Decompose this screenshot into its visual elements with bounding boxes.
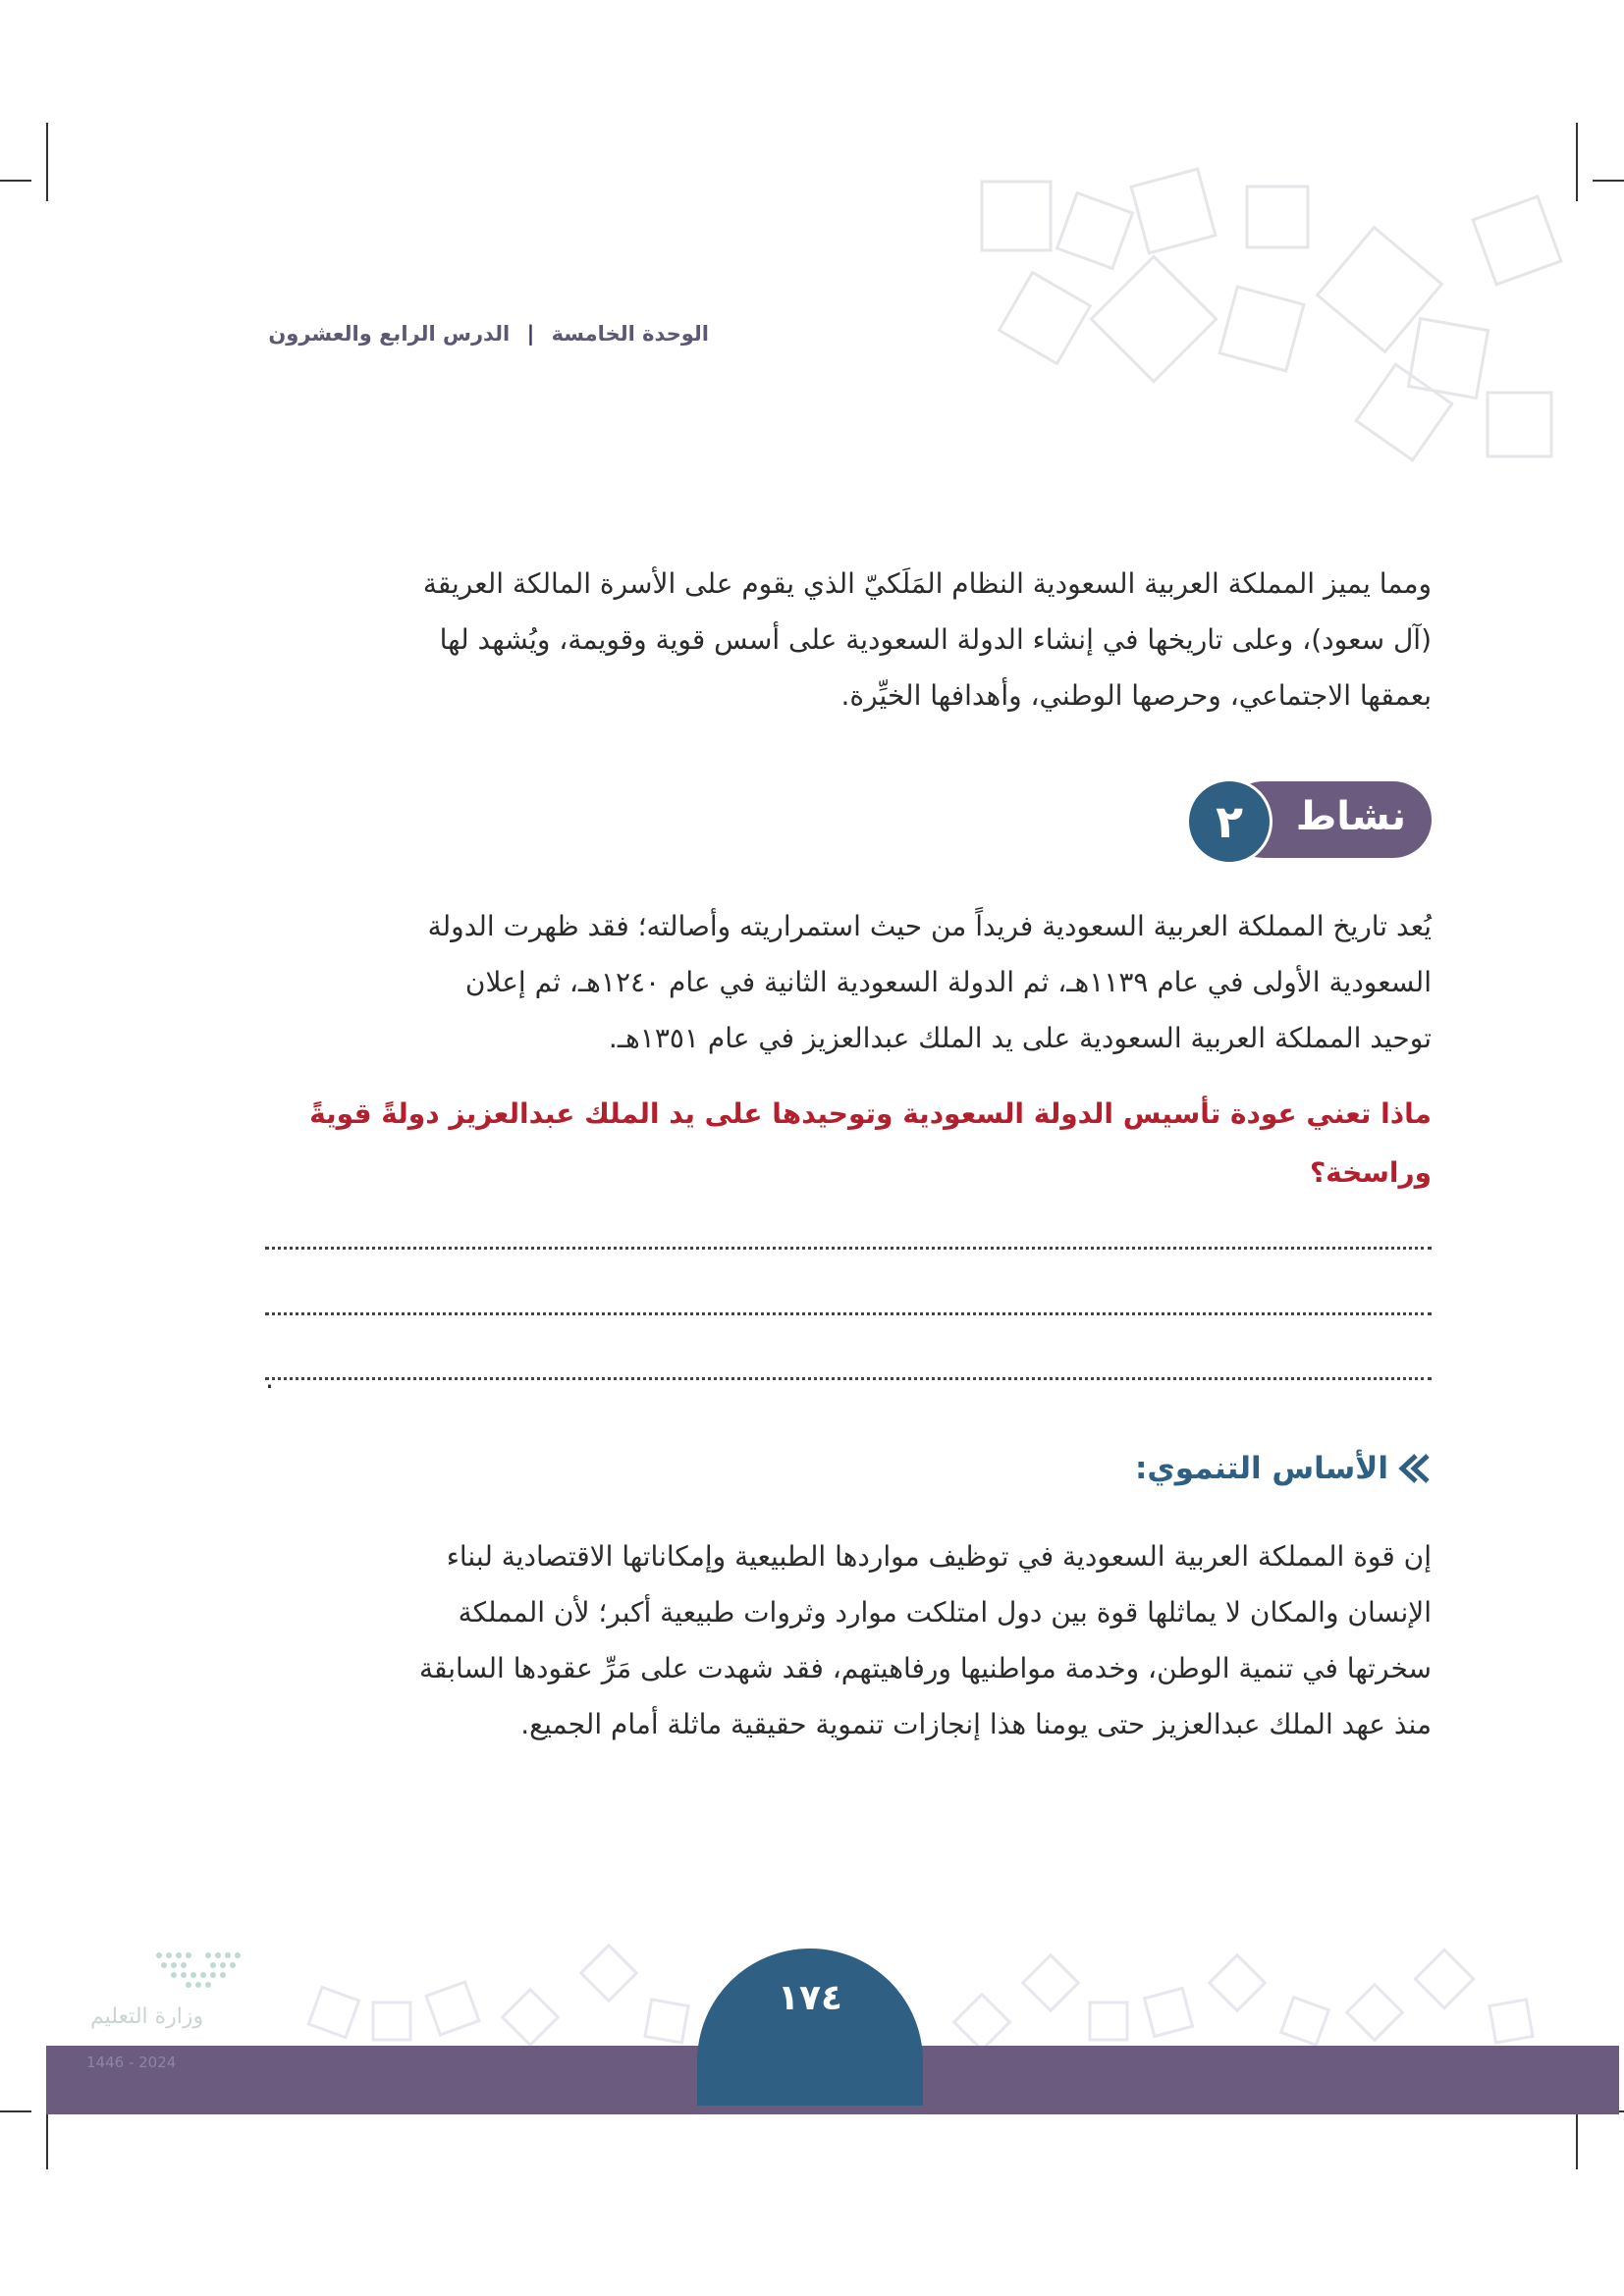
footer-year: 2024 - 1446 xyxy=(86,2054,177,2071)
activity-paragraph xyxy=(263,898,1432,1066)
answer-line-3[interactable] xyxy=(265,1377,1432,1380)
section-title: الأساس التنموي: xyxy=(1134,1451,1388,1486)
intro-line: بعمقها الاجتماعي، وحرصها الوطني، وأهدافها الخيِّرة. xyxy=(840,679,1432,712)
intro-paragraph xyxy=(263,556,1432,723)
activity-line: توحيد المملكة العربية السعودية على يد الملك عبدالعزيز في عام ١٣٥١هـ. xyxy=(608,1022,1432,1054)
ministry-name: وزارة التعليم xyxy=(90,2004,204,2029)
double-chevron-icon xyxy=(1398,1452,1432,1485)
section-line: منذ عهد الملك عبدالعزيز حتى يومنا هذا إنجازات تنموية حقيقية ماثلة أمام الجميع. xyxy=(520,1708,1432,1740)
activity-number: ٢ xyxy=(1186,778,1272,865)
question-line: وراسخة؟ xyxy=(1309,1156,1432,1189)
intro-line: (آل سعود)، وعلى تاريخها في إنشاء الدولة السعودية على أسس قوية وقويمة، ويُشهد لها xyxy=(439,623,1432,656)
intro-line: ومما يميز المملكة العربية السعودية النظام المَلَكيّ الذي يقوم على الأسرة المالكة العريقة xyxy=(422,567,1432,600)
unit-title: الوحدة الخامسة xyxy=(551,322,709,346)
activity-question xyxy=(263,1085,1432,1202)
section-line: إن قوة المملكة العربية السعودية في توظيف مواردها الطبيعية وإمكاناتها الاقتصادية لبناء xyxy=(446,1540,1432,1573)
section-paragraph xyxy=(263,1528,1432,1752)
activity-line: السعودية الأولى في عام ١١٣٩هـ، ثم الدولة السعودية الثانية في عام ١٢٤٠هـ، ثم إعلان xyxy=(464,966,1432,998)
header-separator: | xyxy=(526,322,535,346)
ministry-logo-icon xyxy=(90,1944,306,2002)
lesson-title: الدرس الرابع والعشرون xyxy=(268,322,511,346)
activity-line: يُعد تاريخ المملكة العربية السعودية فريداً من حيث استمراريته وأصالته؛ فقد ظهرت الدولة xyxy=(427,910,1432,942)
answer-line-1[interactable] xyxy=(265,1247,1432,1250)
ministry-logo xyxy=(90,1944,306,2061)
section-heading xyxy=(1135,1451,1432,1486)
section-line: سخرتها في تنمية الوطن، وخدمة مواطنيها ورفاهيتهم، فقد شهدت على مَرِّ عقودها السابقة xyxy=(419,1652,1432,1684)
page-number: ١٧٤ xyxy=(778,1978,842,2018)
activity-label: نشاط xyxy=(1295,794,1406,839)
question-line: ماذا تعني عودة تأسيس الدولة السعودية وتوحيدها على يد الملك عبدالعزيز دولةً قويةً xyxy=(309,1097,1432,1130)
answer-line-2[interactable] xyxy=(265,1312,1432,1315)
activity-badge xyxy=(1186,778,1432,865)
answer-end-mark: . xyxy=(265,1362,274,1395)
section-line: الإنسان والمكان لا يماثلها قوة بين دول امتلكت موارد وثروات طبيعية أكبر؛ لأن المملكة xyxy=(458,1596,1432,1629)
page-header xyxy=(268,322,709,346)
